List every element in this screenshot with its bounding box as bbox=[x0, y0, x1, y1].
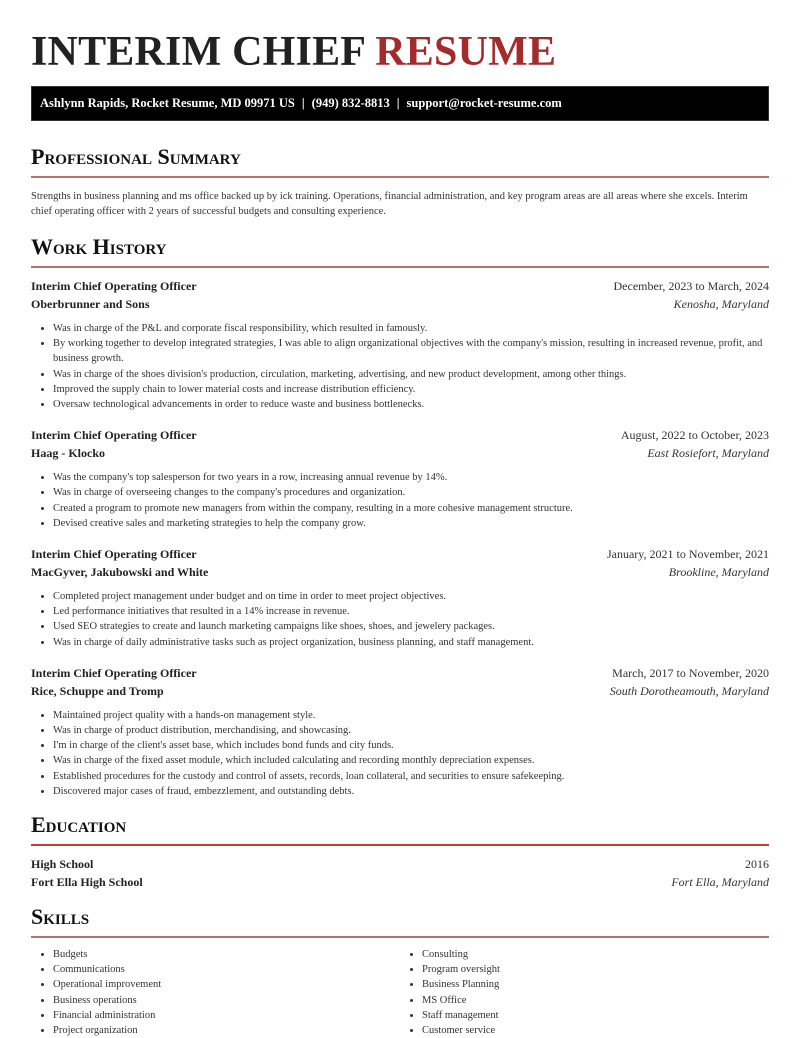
work-history-section bbox=[31, 233, 769, 799]
job-entry bbox=[31, 277, 769, 412]
job-bullet: • Was in charge of the fixed asset module, which included calculating and recording monthly depreciation expenses. bbox=[53, 753, 769, 768]
contact-phone[interactable]: (949) 832-8813 bbox=[311, 96, 390, 110]
section-heading-work-history: Work History bbox=[31, 234, 167, 259]
skills-list-right bbox=[400, 947, 769, 1038]
job-bullet: • Improved the supply chain to lower material costs and increase distribution efficiency. bbox=[53, 382, 769, 397]
job-entry bbox=[31, 545, 769, 650]
skill-item: • Financial administration bbox=[53, 1008, 400, 1023]
job-dates: August, 2022 to October, 2023 bbox=[620, 428, 769, 443]
section-heading-education: Education bbox=[31, 812, 127, 838]
education-section bbox=[31, 811, 769, 891]
job-bullets bbox=[31, 589, 769, 650]
job-bullet: • Completed project management under budget and on time in order to meet project objectives. bbox=[53, 589, 769, 604]
job-title: Interim Chief Operating Officer bbox=[31, 547, 197, 562]
contact-bar bbox=[31, 86, 769, 121]
skill-item: • Customer service bbox=[422, 1023, 769, 1038]
job-company: Oberbrunner and Sons bbox=[31, 297, 150, 311]
job-bullet: • Was in charge of the shoes division's production, circulation, marketing, advertising, and new product development, among other things. bbox=[53, 367, 769, 382]
contact-separator: | bbox=[396, 96, 400, 110]
skill-item: • Budgets bbox=[53, 947, 400, 962]
section-divider bbox=[31, 936, 769, 939]
job-bullets bbox=[31, 708, 769, 799]
section-divider bbox=[31, 266, 769, 269]
job-entry bbox=[31, 664, 769, 799]
job-bullet: • Discovered major cases of fraud, embezzlement, and outstanding debts. bbox=[53, 784, 769, 799]
job-bullet: • I'm in charge of the client's asset base, which includes bond funds and city funds. bbox=[53, 738, 769, 753]
job-bullet: • Devised creative sales and marketing strategies to help the company grow. bbox=[53, 516, 769, 531]
job-location: South Dorotheamouth, Maryland bbox=[609, 683, 769, 698]
section-divider bbox=[31, 176, 769, 179]
section-divider bbox=[31, 844, 769, 847]
education-entry bbox=[31, 855, 769, 891]
education-year: 2016 bbox=[745, 857, 769, 872]
job-location: Brookline, Maryland bbox=[668, 565, 769, 580]
skill-item: • Consulting bbox=[422, 947, 769, 962]
job-location: Kenosha, Maryland bbox=[673, 297, 769, 311]
job-bullet: • Created a program to promote new managers from within the company, resulting in a more cohesive management structure. bbox=[53, 501, 769, 516]
job-bullet: • Led performance initiatives that resulted in a 14% increase in revenue. bbox=[53, 604, 769, 619]
summary-text: Strengths in business planning and ms office backed up by ick training. Operations, financial administration, and key program areas are all areas where she excels. Interim chief operating officer with 2 years of successful budgets and consulting experience. bbox=[31, 191, 748, 217]
contact-address: Ashlynn Rapids, Rocket Resume, MD 09971 US bbox=[40, 96, 295, 110]
job-company: MacGyver, Jakubowski and White bbox=[31, 565, 209, 580]
job-bullet: • Established procedures for the custody and control of assets, records, loan collateral, and securities to ensure safekeeping. bbox=[53, 769, 769, 784]
contact-email[interactable]: support@rocket-resume.com bbox=[406, 96, 562, 110]
title-accent: RESUME bbox=[375, 29, 557, 75]
job-bullets bbox=[31, 321, 769, 412]
skill-item: • Business Planning bbox=[422, 977, 769, 992]
job-location: East Rosiefort, Maryland bbox=[647, 446, 769, 461]
job-bullet: • Was in charge of overseeing changes to the company's procedures and organization. bbox=[53, 485, 769, 500]
job-bullet: • Used SEO strategies to create and launch marketing campaigns like shoes, shoes, and jewelery packages. bbox=[53, 619, 769, 634]
contact-separator: | bbox=[301, 96, 305, 110]
skill-item: • Project organization bbox=[53, 1023, 400, 1038]
job-bullet: • Maintained project quality with a hands-on management style. bbox=[53, 708, 769, 723]
education-school: Fort Ella High School bbox=[31, 875, 143, 890]
job-bullet: • Was the company's top salesperson for two years in a row, increasing annual revenue by 14%. bbox=[53, 470, 769, 485]
skill-item: • Operational improvement bbox=[53, 977, 400, 992]
job-dates: January, 2021 to November, 2021 bbox=[606, 547, 769, 562]
education-degree: High School bbox=[31, 857, 94, 872]
job-title: Interim Chief Operating Officer bbox=[31, 279, 197, 293]
job-bullet: • Was in charge of product distribution, merchandising, and showcasing. bbox=[53, 723, 769, 738]
skill-item: • Communications bbox=[53, 962, 400, 977]
job-title: Interim Chief Operating Officer bbox=[31, 665, 197, 680]
resume-title bbox=[31, 0, 769, 84]
title-main: INTERIM CHIEF bbox=[31, 29, 365, 75]
job-company: Rice, Schuppe and Tromp bbox=[31, 683, 164, 698]
job-bullet: • Oversaw technological advancements in order to reduce waste and business bottlenecks. bbox=[53, 397, 769, 412]
job-entry bbox=[31, 426, 769, 531]
summary-section bbox=[31, 143, 769, 219]
job-bullets bbox=[31, 470, 769, 531]
skill-item: • Staff management bbox=[422, 1008, 769, 1023]
job-dates: March, 2017 to November, 2020 bbox=[612, 665, 769, 680]
job-title: Interim Chief Operating Officer bbox=[31, 428, 197, 443]
section-heading-summary: Professional Summary bbox=[31, 144, 241, 169]
skills-section bbox=[31, 903, 769, 1038]
skill-item: • Business operations bbox=[53, 993, 400, 1008]
skill-item: • Program oversight bbox=[422, 962, 769, 977]
job-bullet: • By working together to develop integrated strategies, I was able to align organizational objectives with the company's mission, resulting in increased revenue, profit, and business growth. bbox=[53, 336, 769, 366]
job-bullet: • Was in charge of daily administrative tasks such as project organization, business planning, and staff management. bbox=[53, 635, 769, 650]
job-company: Haag - Klocko bbox=[31, 446, 105, 461]
job-dates: December, 2023 to March, 2024 bbox=[613, 279, 769, 293]
section-heading-skills: Skills bbox=[31, 904, 90, 930]
skills-list-left bbox=[31, 947, 400, 1038]
education-location: Fort Ella, Maryland bbox=[671, 875, 769, 890]
skill-item: • MS Office bbox=[422, 993, 769, 1008]
job-bullet: • Was in charge of the P&L and corporate fiscal responsibility, which resulted in famously. bbox=[53, 321, 769, 336]
